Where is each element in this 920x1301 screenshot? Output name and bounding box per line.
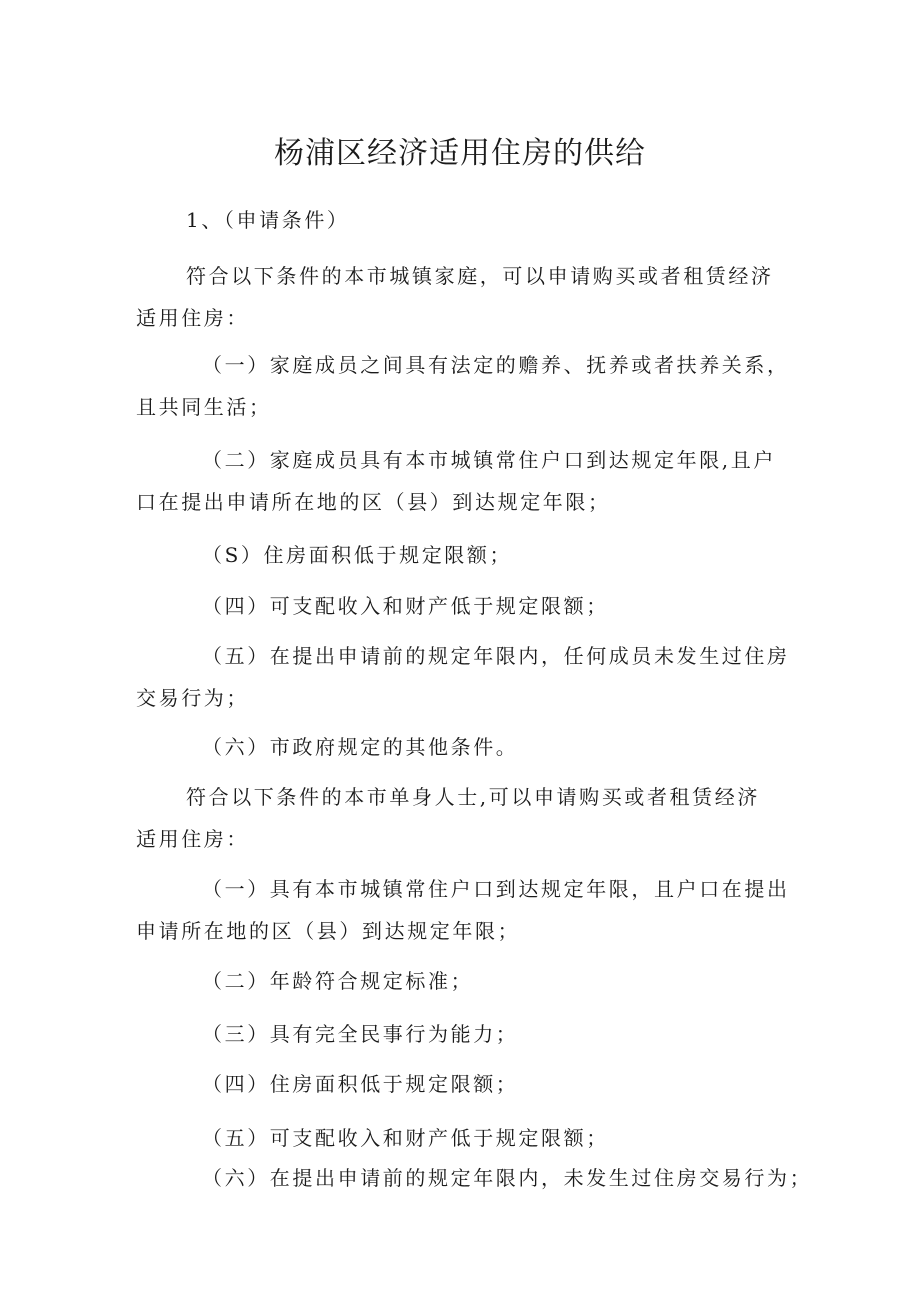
family-condition-5-line-1: （五）在提出申请前的规定年限内，任何成员未发生过住房 <box>202 644 790 668</box>
single-condition-2: （二）年龄符合规定标准； <box>202 969 474 993</box>
family-condition-2-line-1: （二）家庭成员具有本市城镇常住户口到达规定年限,且户 <box>202 448 776 472</box>
family-condition-4: （四）可支配收入和财产低于规定限额； <box>202 594 609 618</box>
family-intro-line-2: 适用住房： <box>136 306 249 330</box>
family-condition-2-line-2: 口在提出申请所在地的区（县）到达规定年限； <box>136 490 611 514</box>
family-condition-6: （六）市政府规定的其他条件。 <box>202 735 519 759</box>
family-condition-3: （S）住房面积低于规定限额； <box>202 543 513 567</box>
family-condition-1-line-1: （一）家庭成员之间具有法定的赡养、抚养或者扶养关系， <box>202 353 790 377</box>
single-condition-1-line-1: （一）具有本市城镇常住户口到达规定年限，且户口在提出 <box>202 877 790 901</box>
single-condition-3: （三）具有完全民事行为能力； <box>202 1022 519 1046</box>
single-condition-4: （四）住房面积低于规定限额； <box>202 1072 519 1096</box>
family-condition-1-line-2: 且共同生活； <box>136 395 272 419</box>
single-intro-line-2: 适用住房： <box>136 827 249 851</box>
family-condition-5-line-2: 交易行为； <box>136 686 249 710</box>
single-intro-line-1: 符合以下条件的本市单身人士,可以申请购买或者租赁经济 <box>186 785 760 809</box>
single-condition-5: （五）可支配收入和财产低于规定限额； <box>202 1126 609 1150</box>
single-condition-1-line-2: 申请所在地的区（县）到达规定年限； <box>136 919 521 943</box>
document-title: 杨浦区经济适用住房的供给 <box>274 136 646 171</box>
single-condition-6: （六）在提出申请前的规定年限内，未发生过住房交易行为； <box>202 1166 813 1190</box>
section-heading: 1、（申请条件） <box>186 208 350 232</box>
family-intro-line-1: 符合以下条件的本市城镇家庭，可以申请购买或者租赁经济 <box>186 264 774 288</box>
